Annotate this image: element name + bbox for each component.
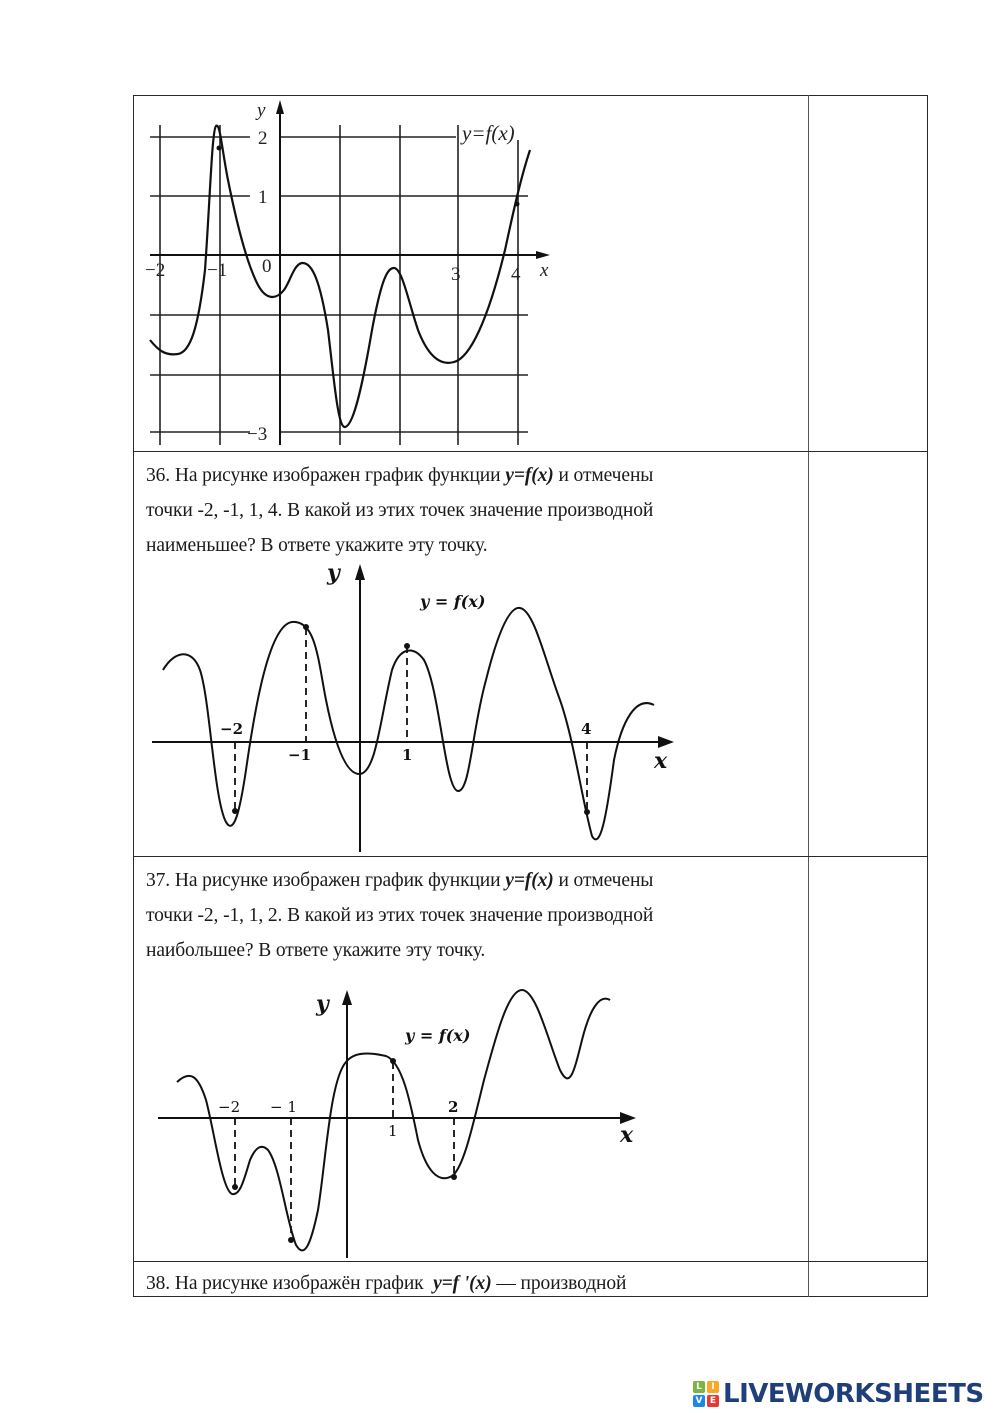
function-label: y = f(x)	[420, 592, 486, 611]
marked-point	[217, 146, 222, 151]
question-number: 36.	[146, 465, 171, 486]
marked-point	[288, 1237, 294, 1243]
y-axis-arrow-icon	[342, 990, 352, 1005]
x-axis-label: x	[620, 1122, 634, 1148]
question-text: наибольшее? В ответе укажите эту точку.	[146, 940, 486, 961]
function-curve	[177, 990, 610, 1250]
y-axis-arrow-icon	[355, 564, 365, 580]
x-tick-label: 4	[511, 264, 521, 285]
row-divider	[133, 451, 928, 452]
question-text: На рисунке изображён график	[174, 1273, 434, 1294]
point-label: − 1	[270, 1098, 297, 1116]
logo-letter: V	[693, 1395, 705, 1407]
function-notation: y=f '(x)	[433, 1273, 492, 1294]
marked-point	[303, 624, 309, 630]
function-label: y=f(x)	[462, 121, 515, 145]
q36-graph	[140, 555, 680, 855]
logo-letter: E	[707, 1395, 719, 1407]
x-axis-label: x	[654, 748, 668, 774]
marked-point	[232, 808, 238, 814]
answer-cell-q38[interactable]	[810, 1263, 926, 1296]
y-axis-label: y	[327, 560, 340, 586]
point-label: 1	[402, 746, 413, 764]
marked-point	[451, 1174, 457, 1180]
logo-letter: I	[707, 1381, 719, 1393]
y-tick-label: 1	[258, 187, 268, 208]
x-tick-label: 0	[262, 256, 272, 277]
x-axis-arrow-icon	[658, 736, 674, 748]
function-label: y = f(x)	[405, 1026, 471, 1045]
question-text: точки -2, -1, 1, 4. В какой из этих точек значение производной	[146, 500, 654, 521]
question-text: точки -2, -1, 1, 2. В какой из этих точек значение производной	[146, 905, 654, 926]
y-tick-label: −3	[247, 424, 268, 445]
live-logo-icon	[693, 1381, 719, 1407]
y-axis-label: y	[316, 991, 329, 1017]
marked-point	[584, 809, 590, 815]
liveworksheets-logo[interactable]	[693, 1378, 984, 1410]
question-37-text	[146, 863, 796, 968]
x-axis-label: x	[540, 260, 549, 281]
question-text: и отмечены	[553, 465, 654, 486]
point-label: −1	[288, 746, 312, 764]
question-38-text	[146, 1266, 796, 1301]
logo-text: LIVEWORKSHEETS	[723, 1379, 984, 1409]
question-36-text	[146, 458, 796, 563]
y-axis-arrow-icon	[276, 100, 284, 114]
question-text: На рисунке изображен график функции	[174, 870, 506, 891]
x-axis-arrow-icon	[536, 251, 550, 259]
marked-point	[404, 643, 410, 649]
row-divider	[133, 856, 928, 857]
question-number: 38.	[146, 1273, 171, 1294]
answer-column-divider	[808, 95, 809, 1297]
question-number: 37.	[146, 870, 171, 891]
point-label: 2	[448, 1098, 459, 1116]
function-notation: y=f(x)	[505, 870, 554, 891]
y-axis-label: y	[257, 100, 266, 121]
marked-point	[390, 1058, 396, 1064]
answer-cell-q37[interactable]	[810, 858, 926, 1260]
x-tick-label: −1	[207, 260, 228, 281]
y-tick-label: 2	[258, 128, 268, 149]
answer-cell-q36[interactable]	[810, 453, 926, 855]
x-tick-label: 3	[451, 264, 461, 285]
function-notation: y=f(x)	[505, 465, 554, 486]
question-text: — производной	[491, 1273, 627, 1294]
marked-point	[232, 1184, 238, 1190]
question-text: и отмечены	[553, 870, 654, 891]
point-label: −2	[220, 720, 244, 738]
q37-graph	[150, 975, 640, 1265]
x-tick-label: −2	[145, 260, 166, 281]
point-label: 1	[388, 1122, 398, 1140]
point-label: −2	[218, 1098, 241, 1116]
answer-cell-q35[interactable]	[810, 97, 926, 450]
marked-point	[515, 202, 520, 207]
question-text: На рисунке изображен график функции	[174, 465, 506, 486]
point-label: 4	[581, 720, 592, 738]
question-text: наименьшее? В ответе укажите эту точку.	[146, 535, 488, 556]
q35-graph	[130, 90, 570, 450]
logo-letter: L	[693, 1381, 705, 1393]
